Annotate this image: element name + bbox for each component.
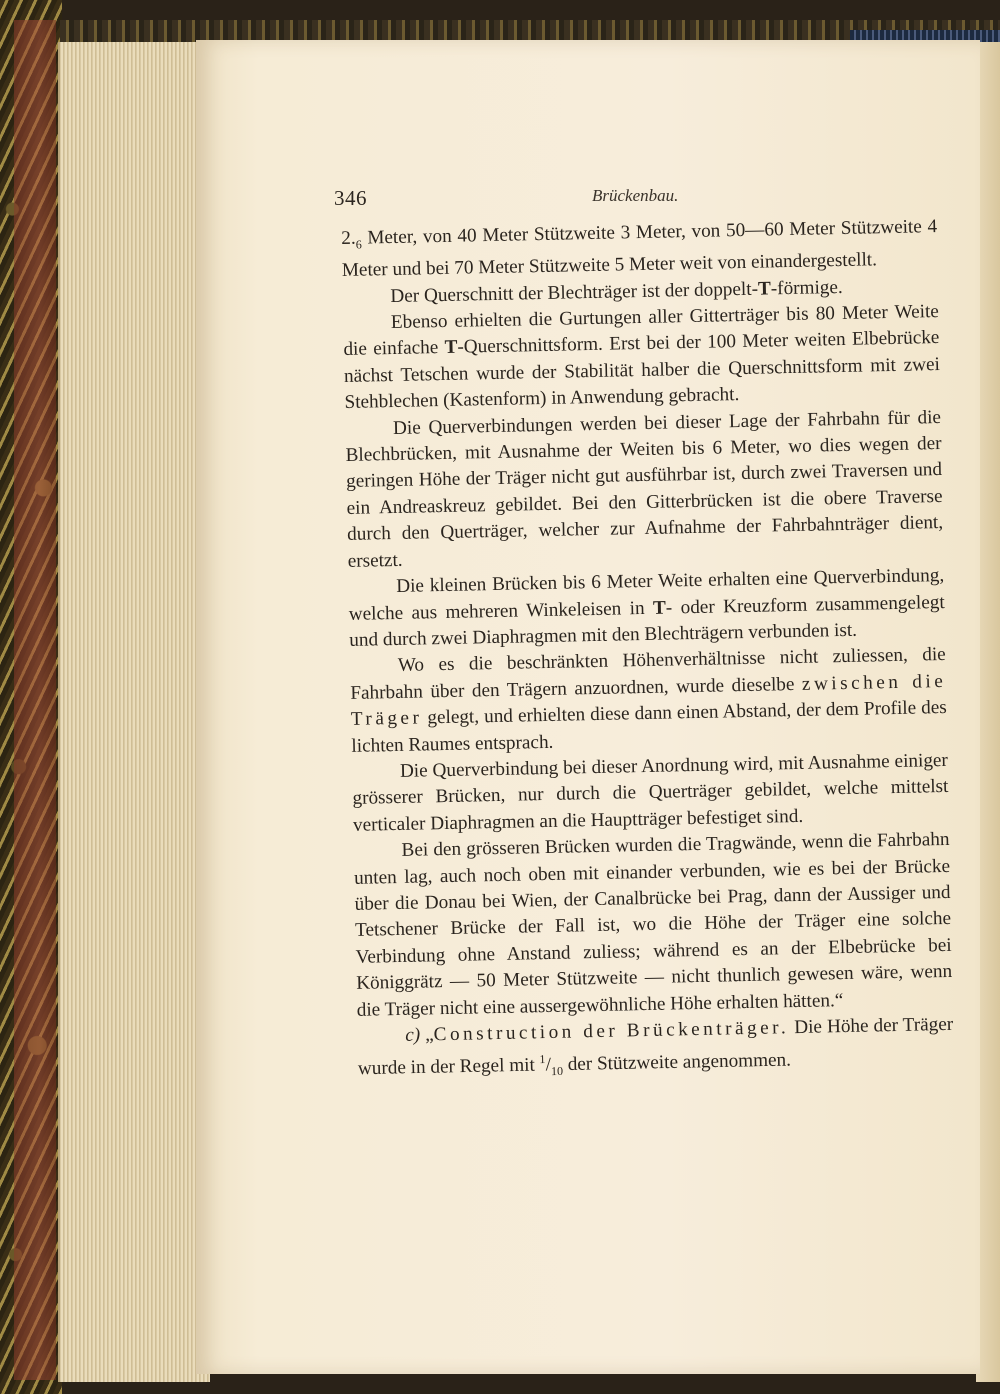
paragraph-p8 <box>353 827 953 1024</box>
text-run: Die kleinen Brücken bis 6 Meter Weite erhalten eine Querverbindung, welche aus mehreren Winkeleisen in <box>348 565 945 625</box>
text-run: „ <box>419 1024 434 1046</box>
text-run: Die Querverbindungen werden bei dieser Lage der Fahrbahn für die Blechbrücken, mit Ausnahme der Weiten bis 6 Meter, wo dies wegen der geringen Höhe der Träger nicht gut ausführbar ist, durch zwei Traversen und ein Andreaskreuz gebildet. Bei den Gitterbrücken ist die obere Traverse durch den Querträger, welcher zur Aufnahme der Fahrbahnträger dient, ersetzt. <box>345 406 944 572</box>
text-run: 10 <box>550 1064 564 1079</box>
running-head: Brückenbau. <box>592 186 679 205</box>
text-run: Die Höhe der Träger wurde in der Regel mit <box>357 1013 954 1080</box>
text-run: T <box>757 278 772 300</box>
text-run: 1 <box>539 1052 546 1067</box>
page-block-edges <box>58 42 210 1382</box>
text-run: - oder Kreuzform zusammengelegt und durch zwei Diaphragmen mit den Blechträgern verbunden ist. <box>349 591 945 651</box>
text-run: 6 <box>355 237 362 252</box>
page-number: 346 <box>334 186 367 210</box>
cover-leather-edge <box>14 20 56 1380</box>
text-run: -förmige. <box>770 276 843 300</box>
text-run: T <box>444 337 458 359</box>
paragraph-p4 <box>345 405 944 575</box>
text-run: Wo es die beschränkten Höhenverhältnisse nicht zuliessen, die Fahrbahn über den Trägern anzuordnen, wurde dieselbe <box>350 644 946 704</box>
text-run: Ebenso erhielten die Gurtungen aller Gitterträger bis 80 Meter Weite die einfache <box>343 301 940 361</box>
text-run: c) <box>405 1024 421 1046</box>
text-run: Construction der Brückenträger. <box>433 1017 790 1046</box>
body-text <box>341 214 954 1089</box>
paragraph-p9 <box>357 1012 954 1089</box>
text-run: -Querschnittsform. Erst bei der 100 Meter weiten Elbebrücke nächst Tetschen wurde der Stabilität halber die Querschnittsform mit zwei Stehblechen (Kastenform) in Anwendung gebracht. <box>343 327 941 414</box>
text-run: der Stützweite angenommen. <box>562 1049 792 1076</box>
text-run: 2. <box>341 227 356 249</box>
text-run: gelegt, und erhielten diese dann einen Abstand, der dem Profile des lichten Raumes entsprach. <box>351 697 947 757</box>
text-run: T <box>652 597 667 619</box>
paragraph-p1 <box>341 214 938 285</box>
paragraph-p5 <box>348 563 945 654</box>
text-run: Meter, von 40 Meter Stützweite 3 Meter, von 50—60 Meter Stützweite 4 Meter und bei 70 Meter Stützweite 5 Meter weit von einandergestellt. <box>341 216 938 282</box>
text-run: Die Querverbindung bei dieser Anordnung wird, mit Ausnahme einiger grösserer Brücken, nur durch die Querträger gebildet, welche mittelst verticaler Diaphragmen an die Hauptträger befestiget sind. <box>352 749 949 836</box>
paragraph-p7 <box>352 748 949 839</box>
text-run: / <box>545 1054 552 1076</box>
paragraph-p3 <box>343 299 941 417</box>
text-run: zwischen die Träger <box>350 670 947 731</box>
text-run: Bei den grösseren Brücken wurden die Tragwände, wenn die Fahrbahn unten lag, auch noch oben mit einander verbunden, wie es bei der Brücke über die Donau bei Wien, der Canalbrücke bei Prag, dann der Aussiger und Tetschener Brücke der Fall ist, wo die Höhe der Träger eine solche Verbindung ohne Anstand zuliess; während es an der Elbebrücke bei Königgrätz — 50 Meter Stützweite — nicht thunlich gewesen wäre, wenn die Träger nicht eine aussergewöhnliche Höhe erhalten hätten.“ <box>353 829 953 1021</box>
paragraph-p6 <box>350 642 948 760</box>
text-run: Der Querschnitt der Blechträger ist der doppelt- <box>390 278 759 307</box>
